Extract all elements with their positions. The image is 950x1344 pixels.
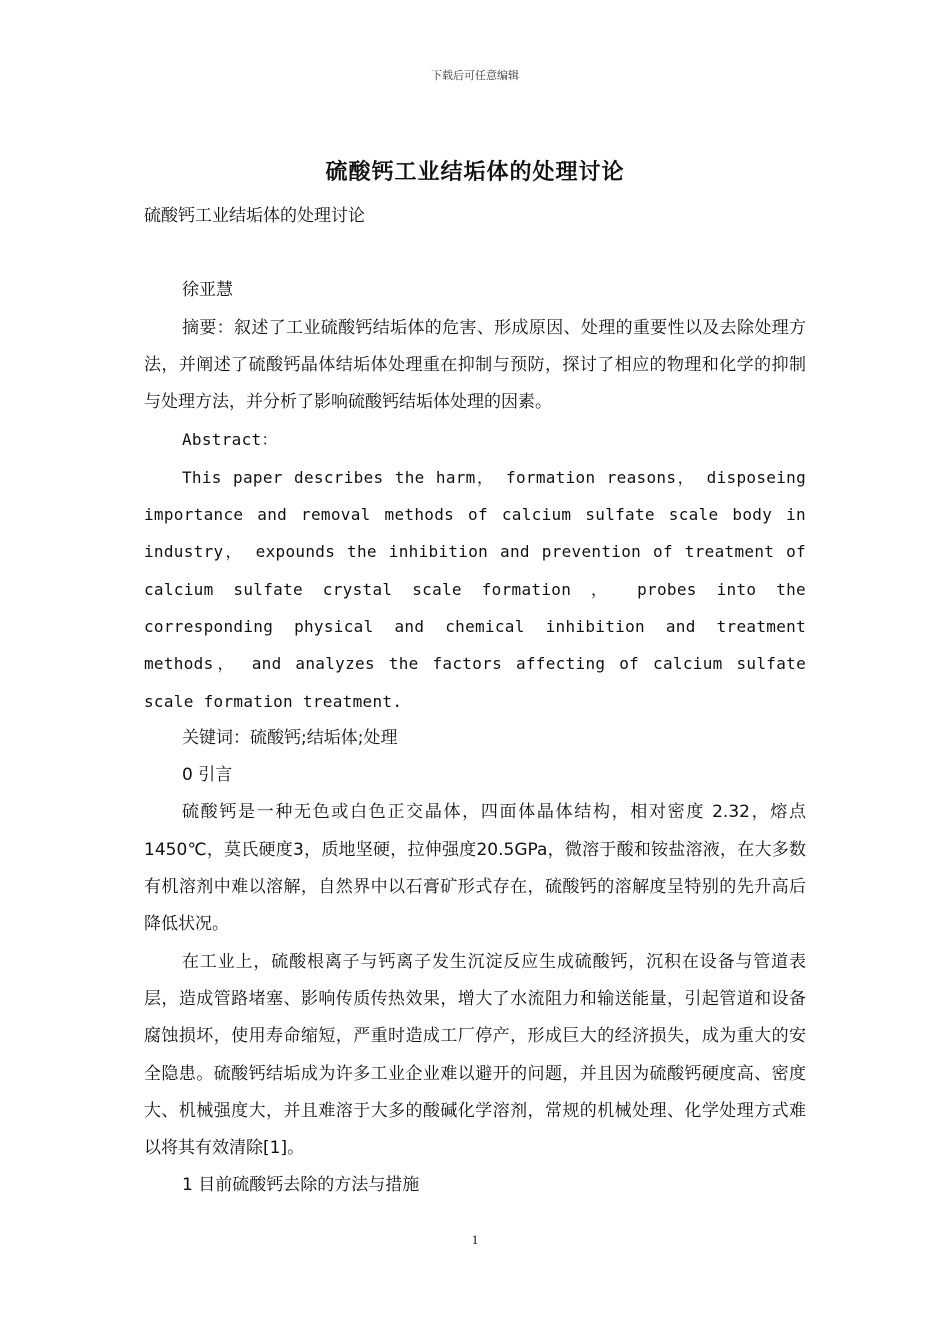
blank-line [144,235,806,272]
abstract-english: This paper describes the harm， formation reasons， disposeing importance and removal methods of calcium sulfate scale body in industry， expounds the inhibition and prevention of treatment of calcium sulfate crystal scale formation ， probes into the corresponding physical and chemical inhibition and treatment methods， and analyzes the factors affecting of calcium sulfate scale formation treatment. [144,467,806,711]
document-subtitle: 硫酸钙工业结垢体的处理讨论 [144,206,365,226]
abstract-label: Abstract： [182,430,278,450]
abstract-chinese: 摘要：叙述了工业硫酸钙结垢体的危害、形成原因、处理的重要性以及去除处理方法，并阐述了硫酸钙晶体结垢体处理重在抑制与预防，探讨了相应的物理和化学的抑制与处理方法，并分析了影响硫酸钙结垢体处理的因素。 [144,317,806,413]
page-header-note: 下载后可任意编辑 [431,69,519,82]
page-number: 1 [471,1232,479,1247]
section-heading-intro: 0 引言 [182,765,233,786]
section-heading-methods: 1 目前硫酸钙去除的方法与措施 [182,1175,420,1196]
document-body [144,198,806,1205]
keywords: 关键词：硫酸钙;结垢体;处理 [182,727,398,748]
paragraph-industry: 在工业上，硫酸根离子与钙离子发生沉淀反应生成硫酸钙，沉积在设备与管道表层，造成管路堵塞、影响传质传热效果，增大了水流阻力和输送能量，引起管道和设备腐蚀损坏，使用寿命缩短，严重时造成工厂停产，形成巨大的经济损失，成为重大的安全隐患。硫酸钙结垢成为许多工业企业难以避开的问题，并且因为硫酸钙硬度高、密度大、机械强度大，并且难溶于大多的酸碱化学溶剂，常规的机械处理、化学处理方式难以将其有效清除[1]。 [144,951,806,1159]
paragraph-properties: 硫酸钙是一种无色或白色正交晶体，四面体晶体结构，相对密度 2.32，熔点1450℃，莫氏硬度3，质地坚硬，拉伸强度20.5GPa，微溶于酸和铵盐溶液，在大多数有机溶剂中难以溶解，自然界中以石膏矿形式存在，硫酸钙的溶解度呈特别的先升高后降低状况。 [144,802,806,935]
document-title: 硫酸钙工业结垢体的处理讨论 [325,160,625,185]
author-name: 徐亚慧 [182,280,233,301]
